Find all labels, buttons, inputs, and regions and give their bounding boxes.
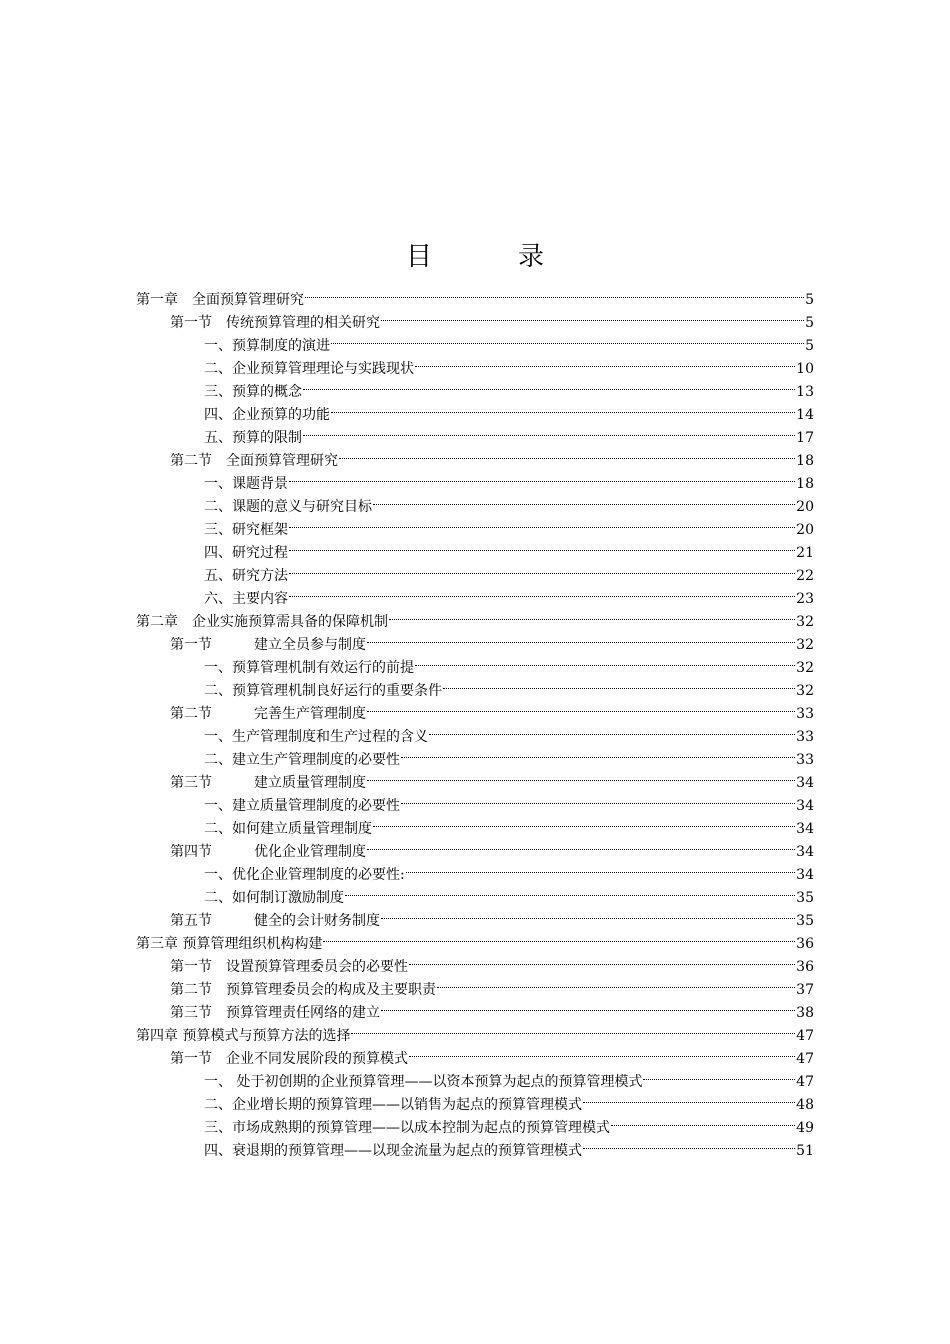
toc-leader-dots bbox=[443, 672, 795, 695]
toc-entry-title: 第三章 预算管理组织机构构建 bbox=[136, 936, 323, 952]
toc-entry-title: 一、生产管理制度和生产过程的含义 bbox=[204, 729, 428, 745]
toc-entry-page: 36 bbox=[796, 936, 814, 952]
toc-entry-page: 32 bbox=[796, 660, 814, 676]
toc-entry-title: 五、研究方法 bbox=[204, 568, 288, 584]
toc-entry-title: 第一章 全面预算管理研究 bbox=[136, 292, 304, 308]
toc-leader-dots bbox=[331, 327, 804, 350]
toc-entry-page: 35 bbox=[796, 890, 814, 906]
toc-entry-page: 34 bbox=[796, 798, 814, 814]
toc-leader-dots bbox=[289, 557, 795, 580]
toc-entry-title: 第一节 传统预算管理的相关研究 bbox=[170, 315, 380, 331]
toc-entry-title: 一、课题背景 bbox=[204, 476, 288, 492]
toc-entry-title: 第五节 健全的会计财务制度 bbox=[170, 913, 380, 929]
table-of-contents bbox=[136, 281, 814, 1159]
toc-leader-dots bbox=[351, 1017, 795, 1040]
toc-entry-page: 32 bbox=[796, 637, 814, 653]
toc-entry-title: 二、企业预算管理理论与实践现状 bbox=[204, 361, 414, 377]
toc-leader-dots bbox=[323, 925, 795, 948]
toc-leader-dots bbox=[373, 810, 795, 833]
toc-leader-dots bbox=[401, 787, 795, 810]
toc-entry-page: 18 bbox=[796, 476, 814, 492]
toc-leader-dots bbox=[611, 1109, 795, 1132]
toc-entry-page: 36 bbox=[796, 959, 814, 975]
toc-entry-page: 5 bbox=[805, 338, 814, 354]
page-title: 目 录 bbox=[405, 242, 574, 272]
toc-entry-page: 34 bbox=[796, 775, 814, 791]
toc-entry-page: 33 bbox=[796, 706, 814, 722]
toc-entry[interactable] bbox=[136, 281, 814, 308]
toc-entry-title: 一、预算管理机制有效运行的前提 bbox=[204, 660, 414, 676]
toc-leader-dots bbox=[305, 281, 804, 304]
toc-leader-dots bbox=[415, 649, 795, 672]
toc-entry-title: 三、预算的概念 bbox=[204, 384, 302, 400]
toc-entry-page: 20 bbox=[796, 522, 814, 538]
toc-entry-page: 34 bbox=[796, 867, 814, 883]
toc-entry-title: 第一节 企业不同发展阶段的预算模式 bbox=[170, 1051, 408, 1067]
toc-leader-dots bbox=[409, 948, 795, 971]
toc-leader-dots bbox=[367, 764, 795, 787]
toc-entry-title: 二、课题的意义与研究目标 bbox=[204, 499, 372, 515]
toc-entry-page: 21 bbox=[796, 545, 814, 561]
toc-entry-title: 二、预算管理机制良好运行的重要条件 bbox=[204, 683, 442, 699]
toc-entry-page: 13 bbox=[796, 384, 814, 400]
toc-entry-page: 34 bbox=[796, 821, 814, 837]
toc-entry-title: 二、建立生产管理制度的必要性 bbox=[204, 752, 400, 768]
toc-entry-page: 33 bbox=[796, 729, 814, 745]
toc-leader-dots bbox=[339, 442, 795, 465]
toc-entry-title: 二、如何制订激励制度 bbox=[204, 890, 344, 906]
toc-leader-dots bbox=[409, 1040, 795, 1063]
toc-entry-page: 37 bbox=[796, 982, 814, 998]
toc-entry-title: 第四章 预算模式与预算方法的选择 bbox=[136, 1028, 351, 1044]
toc-entry-title: 第二节 全面预算管理研究 bbox=[170, 453, 338, 469]
toc-entry-page: 5 bbox=[805, 315, 814, 331]
toc-entry-page: 23 bbox=[796, 591, 814, 607]
toc-entry-title: 五、预算的限制 bbox=[204, 430, 302, 446]
toc-leader-dots bbox=[583, 1086, 795, 1109]
toc-entry-page: 22 bbox=[796, 568, 814, 584]
toc-entry-title: 第一节 设置预算管理委员会的必要性 bbox=[170, 959, 408, 975]
toc-leader-dots bbox=[373, 488, 795, 511]
toc-entry-page: 5 bbox=[805, 292, 814, 308]
toc-entry-page: 51 bbox=[796, 1143, 814, 1159]
toc-entry-title: 三、市场成熟期的预算管理——以成本控制为起点的预算管理模式 bbox=[204, 1120, 610, 1136]
toc-leader-dots bbox=[289, 465, 795, 488]
toc-entry-title: 第四节 优化企业管理制度 bbox=[170, 844, 366, 860]
toc-leader-dots bbox=[303, 419, 795, 442]
toc-entry-page: 20 bbox=[796, 499, 814, 515]
toc-leader-dots bbox=[406, 856, 795, 879]
toc-leader-dots bbox=[381, 902, 795, 925]
toc-leader-dots bbox=[367, 626, 795, 649]
toc-leader-dots bbox=[583, 1132, 795, 1155]
toc-entry-title: 六、主要内容 bbox=[204, 591, 288, 607]
toc-entry-title: 一、优化企业管理制度的必要性: bbox=[204, 867, 405, 883]
toc-entry-page: 18 bbox=[796, 453, 814, 469]
toc-leader-dots bbox=[289, 534, 795, 557]
toc-entry-title: 三、研究框架 bbox=[204, 522, 288, 538]
toc-entry-page: 33 bbox=[796, 752, 814, 768]
toc-leader-dots bbox=[381, 304, 804, 327]
toc-entry-page: 47 bbox=[796, 1074, 814, 1090]
toc-entry-page: 38 bbox=[796, 1005, 814, 1021]
toc-entry-title: 四、研究过程 bbox=[204, 545, 288, 561]
toc-entry-page: 49 bbox=[796, 1120, 814, 1136]
toc-leader-dots bbox=[429, 718, 795, 741]
toc-leader-dots bbox=[345, 879, 795, 902]
toc-leader-dots bbox=[289, 580, 795, 603]
toc-entry-page: 47 bbox=[796, 1028, 814, 1044]
toc-entry-title: 第二节 预算管理委员会的构成及主要职责 bbox=[170, 982, 436, 998]
toc-entry-title: 第三节 预算管理责任网络的建立 bbox=[170, 1005, 380, 1021]
toc-entry-page: 10 bbox=[796, 361, 814, 377]
toc-leader-dots bbox=[303, 373, 795, 396]
toc-entry-title: 二、如何建立质量管理制度 bbox=[204, 821, 372, 837]
toc-leader-dots bbox=[367, 833, 795, 856]
toc-leader-dots bbox=[367, 695, 795, 718]
toc-leader-dots bbox=[401, 741, 795, 764]
toc-leader-dots bbox=[381, 994, 795, 1017]
toc-entry-title: 二、企业增长期的预算管理——以销售为起点的预算管理模式 bbox=[204, 1097, 582, 1113]
toc-entry-page: 35 bbox=[796, 913, 814, 929]
toc-entry-title: 第二章 企业实施预算需具备的保障机制 bbox=[136, 614, 388, 630]
toc-entry-title: 第一节 建立全员参与制度 bbox=[170, 637, 366, 653]
toc-entry-title: 第二节 完善生产管理制度 bbox=[170, 706, 366, 722]
toc-entry-title: 第三节 建立质量管理制度 bbox=[170, 775, 366, 791]
toc-leader-dots bbox=[289, 511, 795, 534]
toc-leader-dots bbox=[389, 603, 795, 626]
toc-entry-title: 四、企业预算的功能 bbox=[204, 407, 330, 423]
toc-leader-dots bbox=[415, 350, 795, 373]
toc-entry-title: 一、建立质量管理制度的必要性 bbox=[204, 798, 400, 814]
toc-leader-dots bbox=[643, 1063, 795, 1086]
toc-entry-page: 32 bbox=[796, 683, 814, 699]
toc-entry-page: 17 bbox=[796, 430, 814, 446]
toc-entry-title: 一、 处于初创期的企业预算管理——以资本预算为起点的预算管理模式 bbox=[204, 1074, 643, 1090]
toc-entry-title: 四、衰退期的预算管理——以现金流量为起点的预算管理模式 bbox=[204, 1143, 582, 1159]
toc-entry-title: 一、预算制度的演进 bbox=[204, 338, 330, 354]
toc-entry-page: 47 bbox=[796, 1051, 814, 1067]
toc-entry-page: 14 bbox=[796, 407, 814, 423]
toc-entry-page: 32 bbox=[796, 614, 814, 630]
toc-entry-page: 34 bbox=[796, 844, 814, 860]
toc-entry-page: 48 bbox=[796, 1097, 814, 1113]
toc-leader-dots bbox=[437, 971, 795, 994]
toc-leader-dots bbox=[331, 396, 795, 419]
